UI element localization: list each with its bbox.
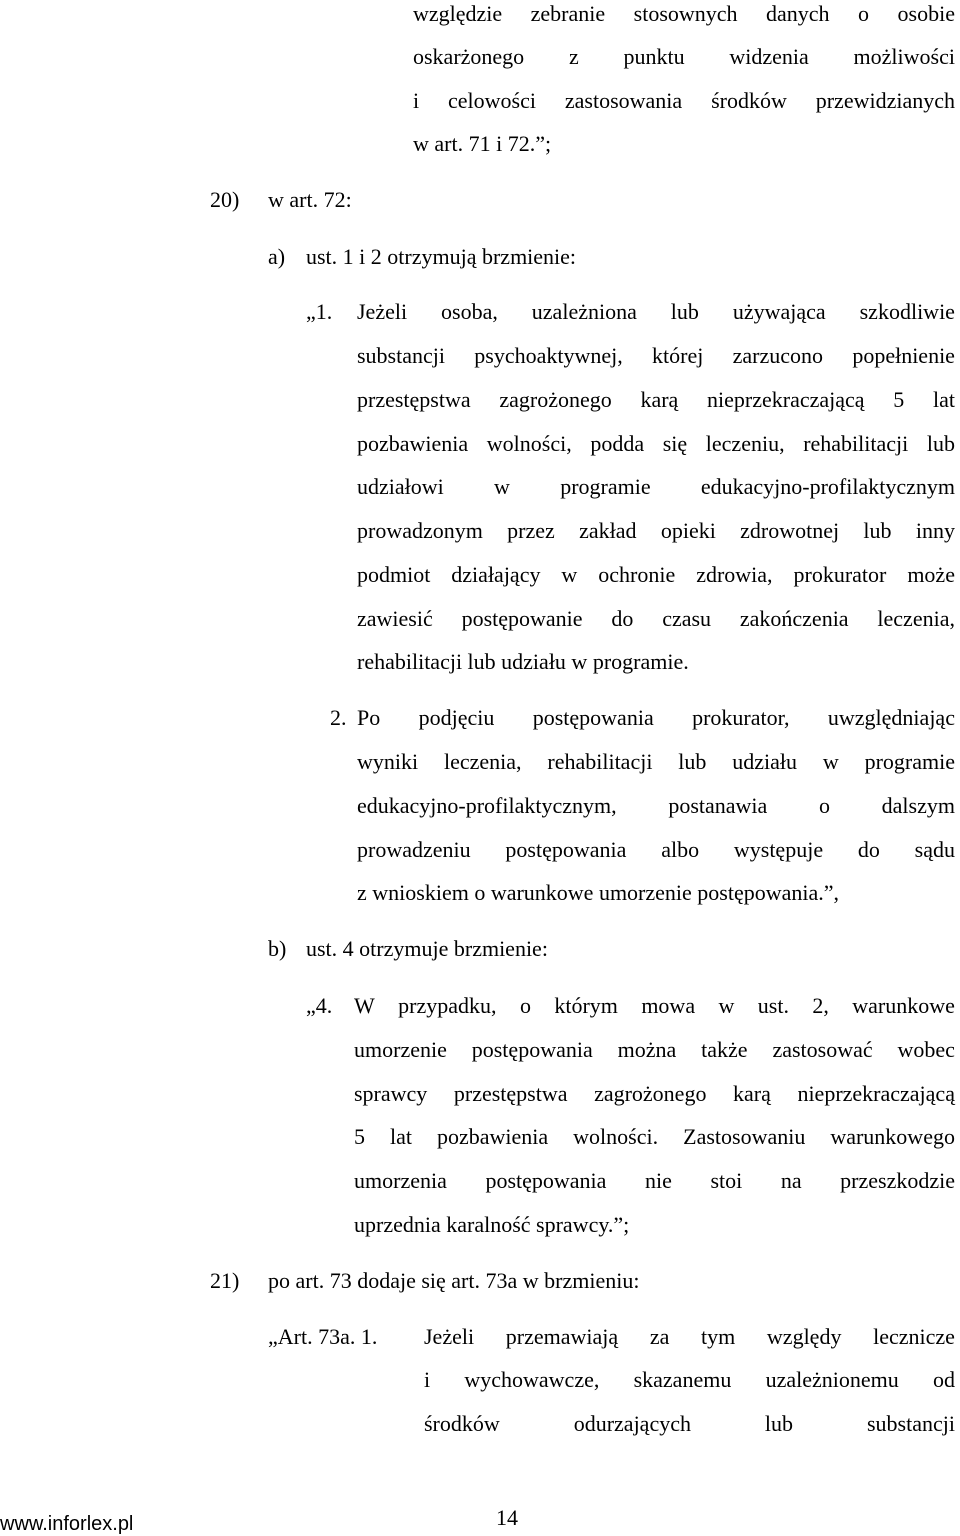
word: lat <box>933 387 955 412</box>
word: Zastosowaniu <box>683 1124 806 1149</box>
word: wyniki <box>357 749 419 774</box>
word: postępowania <box>505 837 627 862</box>
word: postępowania <box>532 705 654 730</box>
word: sądu <box>914 837 955 862</box>
word: edukacyjno-profilaktycznym, <box>357 793 617 818</box>
word: przypadku, <box>398 993 497 1018</box>
text-line <box>424 1323 955 1351</box>
word: możliwości <box>853 44 955 69</box>
word: się <box>662 431 688 456</box>
word: zastosować <box>772 1037 873 1062</box>
word: pozbawienia <box>357 431 469 456</box>
word: lub <box>764 1411 794 1436</box>
word: w <box>822 749 839 774</box>
word: zebranie <box>530 1 606 26</box>
word: zagrożonego <box>499 387 612 412</box>
word: stosownych <box>633 1 738 26</box>
word: postanawia <box>668 793 768 818</box>
word: przez <box>507 518 555 543</box>
word: i <box>424 1367 431 1392</box>
word: zarzucono <box>732 343 824 368</box>
word: zagrożonego <box>594 1081 707 1106</box>
word: prokurator, <box>692 705 790 730</box>
word: leczenia, <box>443 749 522 774</box>
word: uzależnionemu <box>765 1367 899 1392</box>
word: zawiesić <box>357 606 433 631</box>
text-line <box>357 517 955 545</box>
word: występuje <box>733 837 824 862</box>
word: zdrowia, <box>696 562 773 587</box>
word: prokurator <box>793 562 887 587</box>
text-line: w art. 71 i 72.”; <box>413 131 552 156</box>
word: albo <box>661 837 700 862</box>
text-line <box>357 473 955 501</box>
word: substancji <box>357 343 445 368</box>
word: karą <box>640 387 679 412</box>
word: osobie <box>897 1 955 26</box>
word: pozbawienia <box>437 1124 549 1149</box>
text-line <box>357 704 955 732</box>
text-line <box>354 1167 955 1195</box>
word: o <box>858 1 870 26</box>
text-line <box>424 1410 955 1438</box>
word: także <box>701 1037 748 1062</box>
word: zakończenia <box>739 606 849 631</box>
paragraph-number: „4. <box>306 993 333 1018</box>
item-text: po art. 73 dodaje się art. 73a w brzmieniu: <box>268 1268 640 1293</box>
text-line <box>354 1080 955 1108</box>
word: opieki <box>660 518 716 543</box>
word: Jeżeli <box>424 1324 475 1349</box>
word: psychoaktywnej, <box>474 343 623 368</box>
word: umorzenie <box>354 1037 447 1062</box>
text-line <box>354 1036 955 1064</box>
text-line <box>357 386 955 414</box>
word: uwzględniając <box>827 705 955 730</box>
word: uzależniona <box>531 299 637 324</box>
word: edukacyjno-profilaktycznym <box>700 474 955 499</box>
word: leczenia, <box>877 606 955 631</box>
word: w <box>561 562 578 587</box>
word: względzie <box>413 1 503 26</box>
word: lub <box>670 299 699 324</box>
article-heading: „Art. 73a. 1. <box>268 1324 378 1349</box>
word: postępowania <box>485 1168 607 1193</box>
word: tym <box>701 1324 736 1349</box>
word: odurzających <box>573 1411 691 1436</box>
word: lub <box>678 749 707 774</box>
word: prowadzonym <box>357 518 483 543</box>
word: zdrowotnej <box>740 518 840 543</box>
text-line <box>354 1123 955 1151</box>
word: wolności, <box>486 431 572 456</box>
word: przemawiają <box>505 1324 619 1349</box>
word: programie <box>864 749 955 774</box>
word: rehabilitacji <box>803 431 909 456</box>
word: lub <box>863 518 892 543</box>
word: używająca <box>732 299 826 324</box>
word: karą <box>733 1081 771 1106</box>
word: udziałowi <box>357 474 444 499</box>
subitem-text: ust. 1 i 2 otrzymują brzmienie: <box>306 244 577 269</box>
word: warunkowe <box>852 993 955 1018</box>
word: podjęciu <box>418 705 495 730</box>
word: zastosowania <box>564 88 683 113</box>
word: w <box>494 474 510 499</box>
word: punktu <box>623 44 685 69</box>
word: widzenia <box>729 44 809 69</box>
text-line <box>413 87 955 115</box>
item-number: 20) <box>210 187 240 212</box>
word: nieprzekraczającą <box>707 387 865 412</box>
text-line <box>357 561 955 589</box>
text-line <box>424 1366 955 1394</box>
subitem-text: ust. 4 otrzymuje brzmienie: <box>306 936 548 961</box>
text-line <box>357 748 955 776</box>
word: może <box>907 562 955 587</box>
word: o <box>519 993 531 1018</box>
text-line: uprzednia karalność sprawcy.”; <box>354 1212 630 1237</box>
word: programie <box>560 474 651 499</box>
text-line <box>357 298 955 326</box>
word: lub <box>926 431 955 456</box>
footer-site-url: www.inforlex.pl <box>0 1513 134 1535</box>
word: z <box>568 44 579 69</box>
word: mowa <box>641 993 696 1018</box>
word: i <box>413 88 420 113</box>
word: podmiot <box>357 562 431 587</box>
text-line <box>357 792 955 820</box>
word: wolności. <box>573 1124 659 1149</box>
word: zakład <box>579 518 637 543</box>
page-number: 14 <box>496 1505 518 1530</box>
word: umorzenia <box>354 1168 447 1193</box>
text-line <box>413 0 955 28</box>
word: popełnienie <box>852 343 955 368</box>
word: której <box>652 343 704 368</box>
word: od <box>932 1367 955 1392</box>
word: lat <box>390 1124 412 1149</box>
word: prowadzeniu <box>357 837 471 862</box>
subitem-letter: b) <box>268 936 287 961</box>
text-line: rehabilitacji lub udziału w programie. <box>357 649 689 674</box>
text-line <box>357 836 955 864</box>
text-line <box>357 605 955 633</box>
word: nie <box>644 1168 672 1193</box>
word: W <box>354 993 375 1018</box>
word: działający <box>451 562 541 587</box>
word: lecznicze <box>873 1324 955 1349</box>
word: przestępstwa <box>453 1081 568 1106</box>
text-line <box>357 342 955 370</box>
text-line: z wnioskiem o warunkowe umorzenie postępowania.”, <box>357 880 840 905</box>
text-line <box>413 43 955 71</box>
word: 5 <box>893 387 905 412</box>
word: wychowawcze, <box>464 1367 600 1392</box>
word: warunkowego <box>830 1124 955 1149</box>
word: szkodliwie <box>859 299 955 324</box>
word: środków <box>711 88 787 113</box>
word: 2, <box>812 993 829 1018</box>
word: nieprzekraczającą <box>797 1081 955 1106</box>
word: podda <box>590 431 645 456</box>
word: czasu <box>662 606 712 631</box>
word: udziału <box>732 749 798 774</box>
word: do <box>857 837 880 862</box>
word: postępowania <box>471 1037 593 1062</box>
paragraph-number: 2. <box>330 705 347 730</box>
word: osoba, <box>441 299 498 324</box>
word: względy <box>766 1324 842 1349</box>
word: wobec <box>897 1037 955 1062</box>
word: oskarżonego <box>413 44 525 69</box>
word: na <box>780 1168 802 1193</box>
word: za <box>649 1324 670 1349</box>
word: którym <box>554 993 618 1018</box>
word: przestępstwa <box>357 387 471 412</box>
word: dalszym <box>881 793 955 818</box>
text-line <box>357 430 955 458</box>
text-line <box>354 992 955 1020</box>
word: inny <box>915 518 955 543</box>
word: Po <box>357 705 381 730</box>
word: substancji <box>866 1411 955 1436</box>
word: Jeżeli <box>357 299 408 324</box>
word: stoi <box>710 1168 743 1193</box>
paragraph-number: „1. <box>306 299 333 324</box>
word: w <box>718 993 735 1018</box>
word: ochronie <box>598 562 676 587</box>
word: przewidzianych <box>815 88 955 113</box>
word: rehabilitacji <box>547 749 653 774</box>
word: 5 <box>354 1124 365 1149</box>
word: celowości <box>448 88 536 113</box>
word: przeszkodzie <box>840 1168 955 1193</box>
word: do <box>611 606 634 631</box>
item-text: w art. 72: <box>268 187 352 212</box>
item-number: 21) <box>210 1268 240 1293</box>
word: środków <box>424 1411 500 1436</box>
word: sprawcy <box>354 1081 428 1106</box>
word: skazanemu <box>633 1367 732 1392</box>
word: leczeniu, <box>705 431 785 456</box>
word: postępowanie <box>461 606 583 631</box>
word: danych <box>766 1 830 26</box>
word: ust. <box>757 993 789 1018</box>
word: o <box>818 793 830 818</box>
subitem-letter: a) <box>268 244 286 269</box>
word: można <box>617 1037 677 1062</box>
